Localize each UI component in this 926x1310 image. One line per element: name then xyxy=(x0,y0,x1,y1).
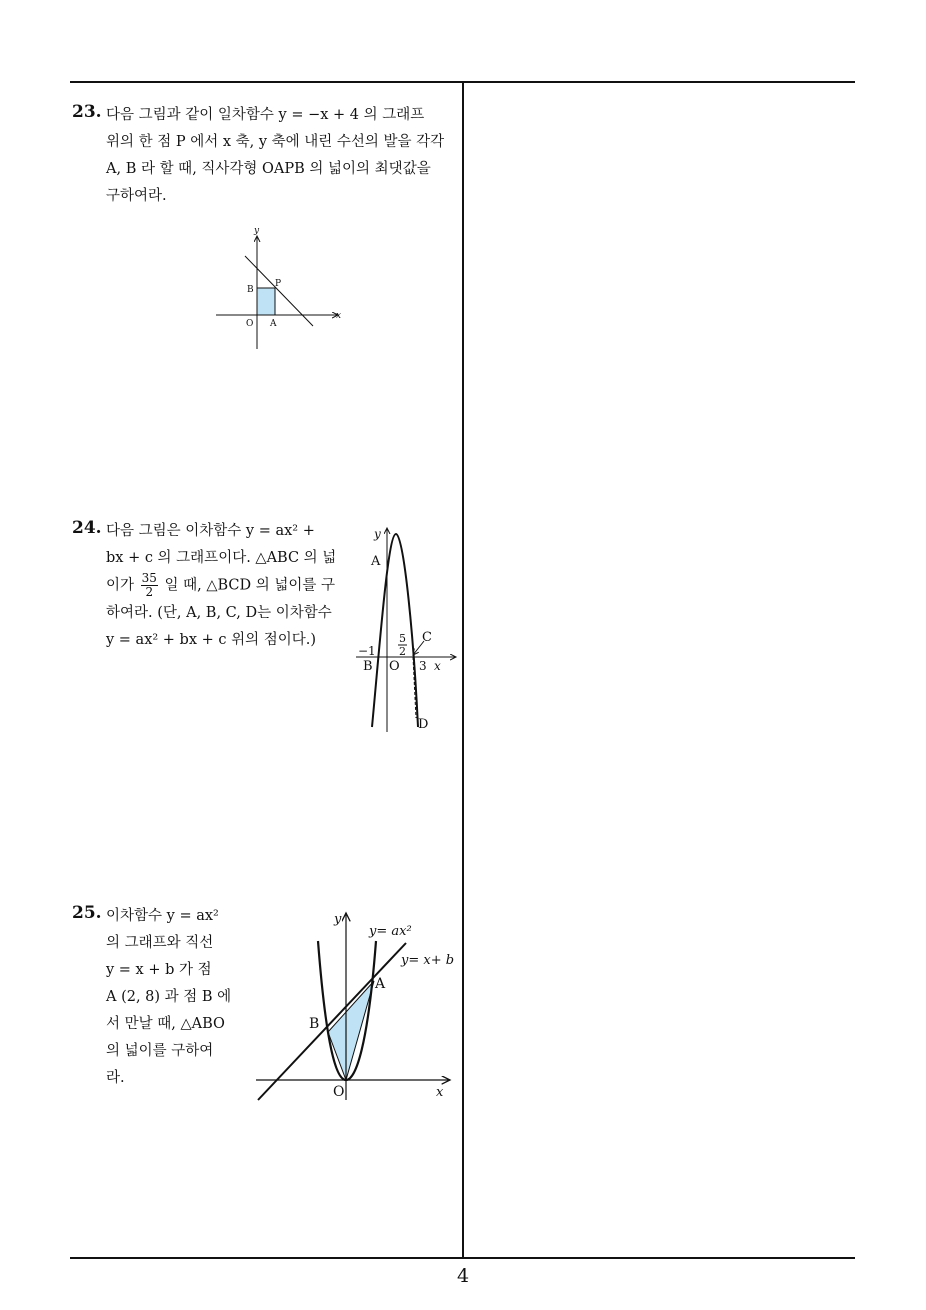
label-C: C xyxy=(422,630,432,645)
label-B: B xyxy=(363,659,373,674)
label-B: B xyxy=(309,1016,320,1032)
bottom-rule xyxy=(70,1257,855,1259)
line-rest: 일 때, △BCD 의 넓이를 구 xyxy=(164,577,336,594)
problem-line: 의 그래프와 직선 xyxy=(106,935,214,951)
problem-line: y = ax² + bx + c 위의 점이다.) xyxy=(106,632,317,648)
column-divider xyxy=(462,82,464,1258)
problem-line: bx + c 의 그래프이다. △ABC 의 넓 xyxy=(106,550,337,566)
label-y: y xyxy=(374,527,381,541)
problem-line: 이차함수 y = ax² xyxy=(106,908,219,924)
page-number: 4 xyxy=(456,1265,470,1287)
problem-line xyxy=(106,572,336,600)
problem-line: 다음 그림은 이차함수 y = ax² + xyxy=(106,523,315,539)
problem-line: 위의 한 점 P 에서 x 축, y 축에 내린 수선의 발을 각각 xyxy=(106,134,445,150)
label-O: O xyxy=(333,1084,345,1100)
label-A: A xyxy=(270,319,277,329)
label-O: O xyxy=(246,319,254,329)
figure-24-quadratic-graph xyxy=(352,522,460,737)
problem-line: A, B 라 할 때, 직사각형 OAPB 의 넓이의 최댓값을 xyxy=(106,161,431,177)
label-P: P xyxy=(275,279,282,289)
fraction-35-over-2 xyxy=(141,572,158,599)
problem-text xyxy=(106,518,336,654)
problem-number: 25. xyxy=(72,903,102,923)
problem-line: y = x + b 가 점 xyxy=(106,962,212,978)
fraction-numerator: 35 xyxy=(141,571,157,585)
label-3: 3 xyxy=(419,659,427,673)
problem-25 xyxy=(72,903,242,1103)
line-prefix: 이가 xyxy=(106,577,135,594)
label-D: D xyxy=(418,717,429,732)
label-x: x xyxy=(336,311,342,321)
label-y: y xyxy=(334,912,342,927)
label-5: 5 xyxy=(399,632,406,645)
label-neg1: −1 xyxy=(358,644,376,658)
problem-line: 구하여라. xyxy=(106,188,167,204)
problem-number: 23. xyxy=(72,102,102,122)
figure-23-linear-graph xyxy=(210,222,350,357)
label-A: A xyxy=(375,976,386,992)
problem-number: 24. xyxy=(72,518,102,538)
problem-line: A (2, 8) 과 점 B 에 xyxy=(106,989,232,1005)
problem-24 xyxy=(72,518,352,658)
figure-25-parabola-line xyxy=(250,905,460,1105)
fraction-denominator: 2 xyxy=(145,585,154,599)
problem-text xyxy=(106,903,231,1092)
label-y: y xyxy=(254,226,260,236)
label-2: 2 xyxy=(399,645,406,658)
problem-line: 의 넓이를 구하여 xyxy=(106,1043,214,1059)
label-x: x xyxy=(436,1085,444,1100)
problem-line: 서 만날 때, △ABO xyxy=(106,1016,225,1032)
label-A: A xyxy=(371,554,381,569)
label-curve: y= ax² xyxy=(369,924,412,939)
problem-line: 다음 그림과 같이 일차함수 y = −x + 4 의 그래프 xyxy=(106,107,425,123)
problem-text xyxy=(106,102,444,210)
problem-line: 하여라. (단, A, B, C, D는 이차함수 xyxy=(106,605,332,621)
label-O: O xyxy=(389,659,400,674)
label-line: y= x+ b xyxy=(401,953,455,968)
label-B: B xyxy=(247,285,254,295)
problem-line: 라. xyxy=(106,1070,125,1086)
line-y-eq-x-plus-b xyxy=(258,943,406,1100)
rectangle-OAPB xyxy=(257,288,275,315)
label-x: x xyxy=(434,659,441,673)
